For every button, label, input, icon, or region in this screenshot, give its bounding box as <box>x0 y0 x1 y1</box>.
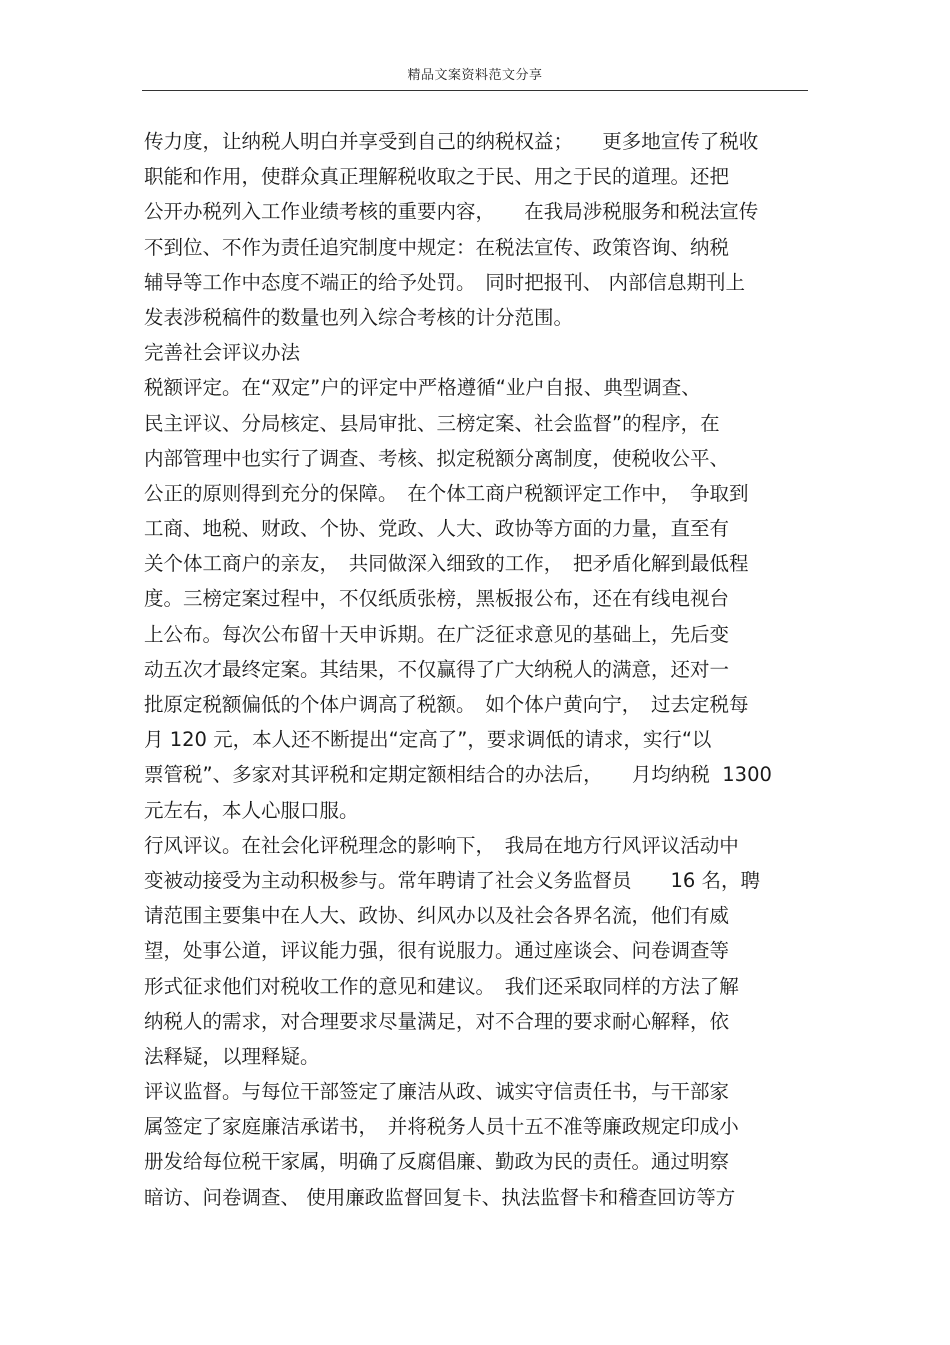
text-line: 批原定税额偏低的个体户调高了税额。 如个体户黄向宁， 过去定税每 <box>144 693 749 716</box>
text-line: 工商、地税、财政、个协、党政、人大、政协等方面的力量，直至有 <box>144 517 730 541</box>
text-line: 传力度，让纳税人明白并享受到自己的纳税权益； 更多地宣传了税收 <box>144 130 759 153</box>
text-line: 票管税”、多家对其评税和定期定额相结合的办法后， 月均纳税 1300 <box>144 763 772 787</box>
text-line: 形式征求他们对税收工作的意见和建议。 我们还采取同样的方法了解 <box>144 974 739 998</box>
text-line: 度。三榜定案过程中，不仅纸质张榜，黑板报公布，还在有线电视台 <box>144 587 730 611</box>
text-line: 变被动接受为主动积极参与。常年聘请了社会义务监督员 16 名，聘 <box>144 868 761 892</box>
text-line: 辅导等工作中态度不端正的给予处罚。 同时把报刊、 内部信息期刊上 <box>144 270 745 294</box>
text-line: 发表涉税稿件的数量也列入综合考核的计分范围。 <box>144 305 574 329</box>
text-line: 不到位、不作为责任追究制度中规定：在税法宣传、政策咨询、纳税 <box>144 235 730 259</box>
text-line: 评议监督。与每位干部签定了廉洁从政、诚实守信责任书，与干部家 <box>144 1080 730 1104</box>
text-line: 职能和作用，使群众真正理解税收取之于民、用之于民的道理。还把 <box>144 165 730 189</box>
section-heading: 完善社会评议办法 <box>144 341 301 365</box>
text-line: 上公布。每次公布留十天申诉期。在广泛征求意见的基础上，先后变 <box>144 622 730 646</box>
text-line: 请范围主要集中在人大、政协、纠风办以及社会各界名流，他们有威 <box>144 904 730 928</box>
text-line: 元左右，本人心服口服。 <box>144 798 359 822</box>
text-line: 纳税人的需求，对合理要求尽量满足，对不合理的要求耐心解释，依 <box>144 1009 730 1033</box>
text-line: 关个体工商户的亲友， 共同做深入细致的工作， 把矛盾化解到最低程 <box>144 552 749 576</box>
page-header: 精品文案资料范文分享 <box>407 68 543 83</box>
text-line: 属签定了家庭廉洁承诺书， 并将税务人员十五不准等廉政规定印成小 <box>144 1115 739 1139</box>
text-line: 行风评议。在社会化评税理念的影响下， 我局在地方行风评议活动中 <box>144 833 739 857</box>
text-line: 法释疑，以理释疑。 <box>144 1044 320 1068</box>
text-line: 民主评议、分局核定、县局审批、三榜定案、社会监督”的程序，在 <box>144 411 720 435</box>
text-line: 月 120 元，本人还不断提出“定高了”，要求调低的请求，实行“以 <box>144 728 712 752</box>
text-line: 动五次才最终定案。其结果，不仅赢得了广大纳税人的满意，还对一 <box>144 657 730 681</box>
text-line: 税额评定。在“双定”户的评定中严格遵循“业户自报、典型调查、 <box>144 376 701 400</box>
text-line: 望，处事公道，评议能力强，很有说服力。通过座谈会、问卷调查等 <box>144 939 730 963</box>
document-body <box>144 124 824 1215</box>
text-line: 公正的原则得到充分的保障。 在个体工商户税额评定工作中， 争取到 <box>144 481 749 505</box>
header-divider <box>142 90 808 91</box>
text-line: 公开办税列入工作业绩考核的重要内容， 在我局涉税服务和税法宣传 <box>144 200 759 224</box>
text-line: 册发给每位税干家属，明确了反腐倡廉、勤政为民的责任。通过明察 <box>144 1150 730 1174</box>
text-line: 暗访、问卷调查、 使用廉政监督回复卡、执法监督卡和稽查回访等方 <box>144 1185 736 1209</box>
text-line: 内部管理中也实行了调查、考核、拟定税额分离制度，使税收公平、 <box>144 446 730 470</box>
